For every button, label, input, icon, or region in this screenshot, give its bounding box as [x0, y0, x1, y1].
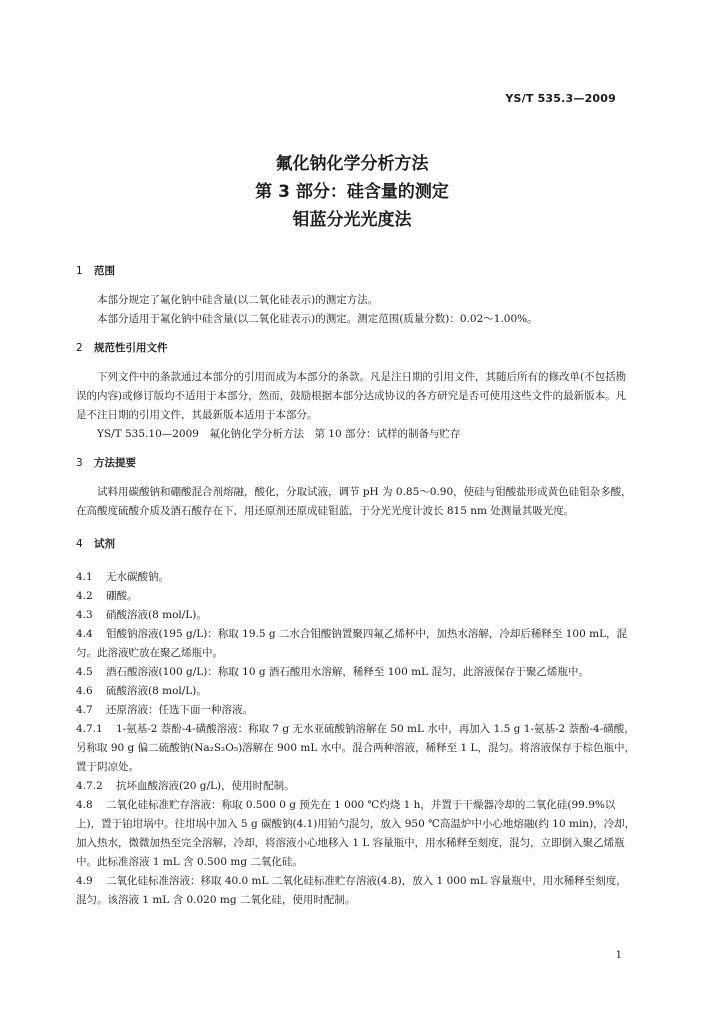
item-text: 硼酸。 — [106, 590, 138, 602]
item-number: 4.1 — [76, 571, 93, 583]
section-3-heading — [76, 454, 636, 473]
section-title: 试剂 — [94, 538, 115, 550]
item-number: 4.7.2 — [76, 780, 103, 792]
item-text: 还原溶液：任选下面一种溶液。 — [106, 704, 253, 716]
item-text: 无水碳酸钠。 — [106, 571, 169, 583]
document-body — [76, 262, 636, 910]
item-number: 4.4 — [76, 628, 93, 640]
document-title-line-3: 钼蓝分光光度法 — [292, 210, 412, 230]
item-text: 二氧化硅标准溶液：移取 40.0 mL 二氧化硅标准贮存溶液(4.8)，放入 1 000 mL 容量瓶中，用水稀释至刻度，混匀。该溶液 1 mL 含 0.020 mg 二氧化硅，使用时配制。 — [76, 875, 627, 906]
section-number: 2 — [76, 342, 83, 354]
item-number: 4.5 — [76, 666, 93, 678]
item-number: 4.8 — [76, 799, 93, 811]
item-number: 4.6 — [76, 685, 93, 697]
item-text: 硫酸溶液(8 mol/L)。 — [106, 685, 207, 697]
reagent-item — [76, 682, 636, 701]
section-title: 范围 — [94, 265, 115, 277]
reagent-item — [76, 796, 636, 872]
item-number: 4.7.1 — [76, 723, 103, 735]
section-number: 1 — [76, 265, 83, 277]
document-title-line-1: 氟化钠化学分析方法 — [275, 154, 429, 174]
item-text: 二氧化硅标准贮存溶液：称取 0.500 0 g 预先在 1 000 ℃灼烧 1 h，并置于干燥器冷却的二氧化硅(99.9%以上)，置于铂坩埚中。往坩埚中加入 5 g 碳酸钠(4.1)用铂勺混匀，放入 950 ℃高温炉中小心地熔融(约 10 min)，冷却，加入热水，微微加热至完全溶解，冷却，将溶液小心地移入 1 L 容量瓶中，用水稀释至刻度，混匀，立即倒入聚乙烯瓶中。此标准溶液 1 mL 含 0.500 mg 二氧化硅。 — [76, 799, 636, 868]
reagent-item — [76, 663, 636, 682]
paragraph: 试料用碳酸钠和硼酸混合剂熔融，酸化，分取试液，调节 pH 为 0.85～0.90，使硅与钼酸盐形成黄色硅钼杂多酸，在高酸度硫酸介质及酒石酸存在下，用还原剂还原成硅钼蓝，于分光光度计波长 815 nm 处测量其吸光度。 — [76, 486, 632, 517]
reagent-item — [76, 701, 636, 720]
paragraph: 本部分规定了氟化钠中硅含量(以二氧化硅表示)的测定方法。 — [97, 294, 379, 306]
section-title: 方法提要 — [94, 457, 136, 469]
reagent-subitem — [76, 720, 636, 777]
document-title-line-2: 第 3 部分：硅含量的测定 — [255, 182, 449, 202]
item-text: 钼酸钠溶液(195 g/L)：称取 19.5 g 二水合钼酸钠置聚四氟乙烯杯中，加热水溶解，冷却后稀释至 100 mL，混匀。此溶液贮放在聚乙烯瓶中。 — [76, 628, 628, 659]
section-number: 4 — [76, 538, 83, 550]
reagent-item — [76, 568, 636, 587]
item-text: 硝酸溶液(8 mol/L)。 — [106, 609, 207, 621]
standard-number: YS/T 535.3—2009 — [505, 92, 616, 105]
item-number: 4.2 — [76, 590, 93, 602]
item-text: 1-氨基-2 萘酚-4-磺酸溶液：称取 7 g 无水亚硫酸钠溶解在 50 mL 水中，再加入 1.5 g 1-氨基-2 萘酚-4-磺酸，另称取 90 g 偏二硫酸钠(Na₂S₂O₅)溶解在 900 mL 水中。混合两种溶液，稀释至 1 L，混匀。将溶液保存于棕色瓶中，置于阴凉处。 — [76, 723, 635, 773]
section-number: 3 — [76, 457, 83, 469]
item-text: 酒石酸溶液(100 g/L)：称取 10 g 酒石酸用水溶解，稀释至 100 mL 混匀，此溶液保存于聚乙烯瓶中。 — [106, 666, 589, 678]
reagent-item — [76, 872, 636, 910]
paragraph: 下列文件中的条款通过本部分的引用而成为本部分的条款。凡是注日期的引用文件，其随后所有的修改单(不包括勘误的内容)或修订版均不适用于本部分，然而，鼓励根据本部分达成协议的各方研究是否可使用这些文件的最新版本。凡是不注日期的引用文件，其最新版本适用于本部分。 — [76, 371, 627, 421]
paragraph: 本部分适用于氟化钠中硅含量(以二氧化硅表示)的测定。测定范围(质量分数)：0.02～1.00%。 — [97, 313, 538, 325]
section-4-heading — [76, 535, 636, 554]
normative-reference: YS/T 535.10—2009 氟化钠化学分析方法 第 10 部分：试样的制备与贮存 — [97, 428, 461, 440]
reagent-subitem — [76, 777, 636, 796]
section-1-heading — [76, 262, 636, 281]
item-number: 4.7 — [76, 704, 93, 716]
reagent-item — [76, 587, 636, 606]
item-number: 4.3 — [76, 609, 93, 621]
item-number: 4.9 — [76, 875, 93, 887]
reagent-item — [76, 625, 636, 663]
reagent-item — [76, 606, 636, 625]
page-number: 1 — [615, 950, 622, 961]
section-title: 规范性引用文件 — [94, 342, 168, 354]
item-text: 抗坏血酸溶液(20 g/L)，使用时配制。 — [116, 780, 295, 792]
section-2-heading — [76, 339, 636, 358]
